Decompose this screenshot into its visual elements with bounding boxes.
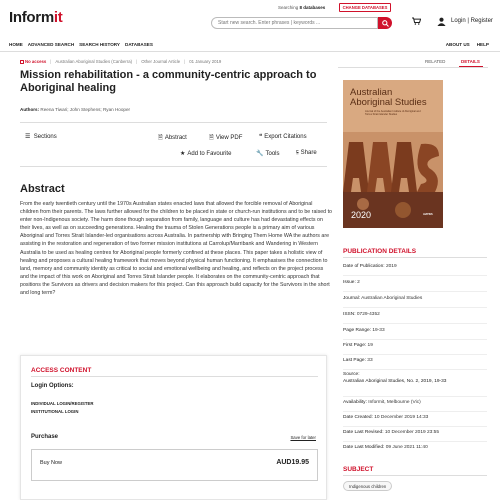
user-icon[interactable] xyxy=(437,17,446,26)
authors-label: Authors: xyxy=(20,107,40,112)
view-pdf-label: View PDF xyxy=(215,135,243,141)
article-title: Mission rehabilitation - a community-centric approach to Aboriginal healing xyxy=(20,69,317,94)
article-meta: No access | Australian Aboriginal Studies (Canberra) | Other Journal Article | 01 January 2019 xyxy=(20,59,221,64)
lock-icon xyxy=(20,60,24,64)
pdf-icon: 🗎 xyxy=(209,135,214,141)
cover-title xyxy=(350,88,427,108)
article-date: 01 January 2019 xyxy=(189,59,222,64)
divider xyxy=(343,411,487,412)
share-label: Share xyxy=(300,150,317,156)
nav-home[interactable]: HOME xyxy=(9,42,23,47)
cover-year: 2020 xyxy=(351,210,372,220)
login-register-link[interactable]: Login | Register xyxy=(451,18,493,24)
detail-availability: Availability: Informit, Melbourne (Vic) xyxy=(343,400,421,405)
divider xyxy=(343,257,487,258)
searching-prefix: Searching xyxy=(278,5,299,10)
main-nav xyxy=(0,40,500,52)
tools-label: Tools xyxy=(265,151,280,157)
divider xyxy=(343,291,487,292)
search-input[interactable] xyxy=(211,17,378,29)
access-status: No access xyxy=(25,59,47,64)
tools-button[interactable] xyxy=(256,150,280,157)
searching-count: 8 databases xyxy=(299,5,326,10)
site-header xyxy=(0,0,500,38)
authors-list[interactable]: Reena Tiwari; John Stephens; Ryan Hooper xyxy=(40,107,131,112)
detail-journal: Journal: Australian Aboriginal Studies xyxy=(343,296,423,301)
sections-label: Sections xyxy=(33,134,57,140)
quote-icon: ❝ xyxy=(259,134,263,140)
abstract-button[interactable] xyxy=(158,133,187,143)
export-citations-label: Export Citations xyxy=(264,134,307,140)
detail-last-page: Last Page: 33 xyxy=(343,358,373,363)
institutional-login-link[interactable]: INSTITUTIONAL LOGIN xyxy=(31,409,79,414)
add-favourite-label: Add to Favourite xyxy=(187,151,232,157)
divider xyxy=(343,354,487,355)
abstract-heading: Abstract xyxy=(20,183,65,195)
divider xyxy=(343,323,487,324)
document-icon: 🗎 xyxy=(158,135,163,141)
detail-source: Source: Australian Aboriginal Studies, No. 2, 2019, 19-33 xyxy=(343,372,447,384)
abstract-text: From the early twentieth century until the 1970s Australian states enacted laws that allowed the forcible removal of Aboriginal children from their parents. The laws further allowed for the children to be placed in state or church-run institutions and to be raised to enter non-Indigenous society. The harm done though separation from family, language and culture has had devastating effects on their lives, as well as on succeeding generations. Healing the trauma of Stolen Generations people is a primary aim of various Aboriginal and Torres Strait Islander-led organisations across Australia. In partnership with Bringing Them Home WA the authors are assisting in the restoration and regeneration of two former mission institutions at Carrolup/Marribank and Wandering in Western Australia to be used as healing centres for Aboriginal people formerly confined at these places. This paper takes a holistic view of healing and proposes a cultural healing framework that moves beyond physical human functioning. It emphasises the connection to land, memory and community identity as critical to social and emotional wellbeing and healing, and reflects on the project process and the impact of this work on Aboriginal and Torres Strait Islander people. It elaborates on the community-centric approach that positions the Survivors as drivers and decision makers for this project. Can this approach build capacity for the Survivors in the short and long term? xyxy=(20,201,332,297)
detail-date-last-revised: Date Last Revised: 10 December 2019 23:55 xyxy=(343,430,440,435)
divider xyxy=(31,376,318,377)
detail-page-range: Page Range: 19-33 xyxy=(343,328,385,333)
change-databases-button[interactable]: CHANGE DATABASES xyxy=(339,3,391,12)
share-icon: ⫅ xyxy=(296,150,299,156)
divider xyxy=(343,369,487,370)
subject-heading: SUBJECT xyxy=(343,466,374,473)
journal-name[interactable]: Australian Aboriginal Studies (Canberra) xyxy=(55,59,133,64)
save-for-later-link[interactable]: Save for later xyxy=(290,435,316,440)
divider xyxy=(338,67,488,68)
informit-logo[interactable] xyxy=(9,9,62,26)
access-content-panel xyxy=(20,355,327,500)
view-pdf-button[interactable] xyxy=(209,133,242,143)
search-icon xyxy=(382,20,389,27)
abstract-label: Abstract xyxy=(164,135,187,141)
export-citations-button[interactable] xyxy=(259,133,307,140)
divider xyxy=(343,339,487,340)
buy-now-label: Buy Now xyxy=(40,460,63,466)
sections-button[interactable] xyxy=(25,133,57,140)
add-favourite-button[interactable] xyxy=(180,150,231,157)
divider xyxy=(343,275,487,276)
publication-details-heading: PUBLICATION DETAILS xyxy=(343,248,417,255)
login-options-label: Login Options: xyxy=(31,383,74,389)
logo-accent-text: it xyxy=(53,9,63,26)
nav-databases[interactable]: DATABASES xyxy=(125,42,153,47)
detail-date-of-publication: Date of Publication: 2019 xyxy=(343,264,397,269)
active-tab-indicator xyxy=(459,66,483,67)
cart-icon[interactable] xyxy=(412,17,421,25)
cover-publisher: AIATSIS xyxy=(423,213,433,216)
cover-subtitle: Journal of the Australian Institute of Aboriginal and Torres Strait Islander Studies xyxy=(365,110,421,116)
buy-now-option[interactable] xyxy=(31,449,318,481)
cover-title-line1: Australian xyxy=(350,87,393,98)
divider xyxy=(343,307,487,308)
tab-details[interactable]: DETAILS xyxy=(461,59,480,64)
tab-related[interactable]: RELATED xyxy=(425,59,446,64)
star-icon: ★ xyxy=(180,151,186,157)
logo-main-text: Inform xyxy=(9,9,54,26)
divider xyxy=(343,441,487,442)
detail-first-page: First Page: 19 xyxy=(343,343,373,348)
nav-about-us[interactable]: ABOUT US xyxy=(445,42,470,47)
detail-date-last-modified: Date Last Modified: 09 June 2021 11:40 xyxy=(343,445,428,450)
menu-icon: ☰ xyxy=(25,134,31,140)
subject-chip[interactable]: Indigenous children xyxy=(343,481,392,491)
purchase-label: Purchase xyxy=(31,434,59,440)
price: AUD19.95 xyxy=(276,459,309,466)
divider xyxy=(343,475,487,476)
nav-search-history[interactable]: SEARCH HISTORY xyxy=(79,42,120,47)
nav-help[interactable]: HELP xyxy=(476,42,489,47)
share-button[interactable] xyxy=(296,150,317,157)
divider xyxy=(343,396,487,397)
authors xyxy=(20,107,130,112)
access-heading: ACCESS CONTENT xyxy=(31,367,92,374)
article-type: Other Journal Article xyxy=(141,59,181,64)
divider xyxy=(20,122,327,123)
detail-issn: ISSN: 0729-4352 xyxy=(343,312,380,317)
nav-advanced-search[interactable]: ADVANCED SEARCH xyxy=(27,42,75,47)
divider xyxy=(20,166,327,167)
wrench-icon: 🔧 xyxy=(256,151,264,157)
cover-title-line2: Aboriginal Studies xyxy=(350,97,427,108)
searching-databases-text xyxy=(278,5,325,10)
journal-cover-image xyxy=(343,80,443,228)
detail-issue: Issue: 2 xyxy=(343,280,360,285)
search-button[interactable] xyxy=(378,17,392,29)
individual-login-link[interactable]: INDIVIDUAL LOGIN/REGISTER xyxy=(31,401,94,406)
divider xyxy=(343,426,487,427)
detail-date-created: Date Created: 10 December 2019 14:33 xyxy=(343,415,429,420)
